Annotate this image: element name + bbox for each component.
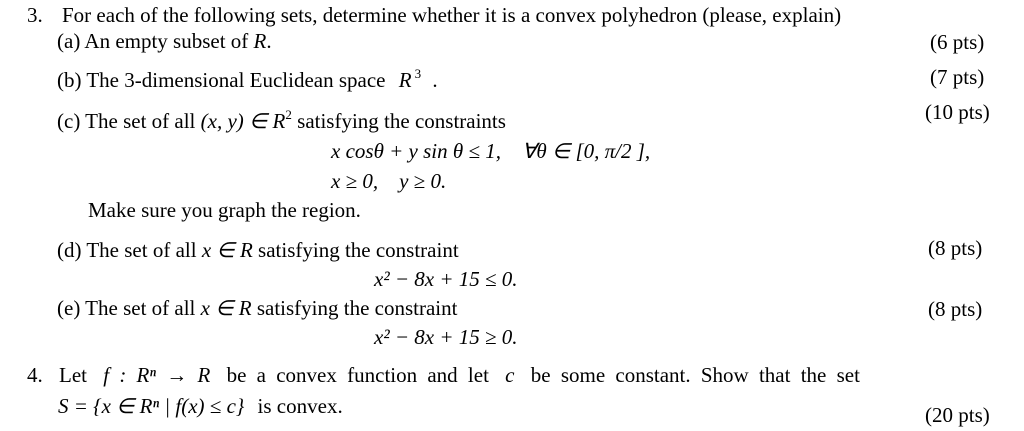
question-4-set-definition: S = {x ∈ Rⁿ | f(x) ≤ c}	[58, 394, 245, 418]
part-b-end: .	[432, 68, 438, 92]
part-a-set: R	[253, 29, 267, 53]
part-a-text: (a) An empty subset of	[57, 29, 249, 53]
question-4-number: 4.	[27, 363, 43, 387]
part-b-text: (b) The 3-dimensional Euclidean space	[57, 68, 386, 92]
question-4-constant: c	[505, 363, 515, 387]
part-c-constraint-1: x cosθ + y sin θ ≤ 1, ∀θ ∈ [0, π/2 ],	[331, 139, 651, 163]
part-c-constraint-2: x ≥ 0, y ≥ 0.	[331, 169, 447, 193]
part-d-constraint: x² − 8x + 15 ≤ 0.	[374, 267, 518, 291]
part-c-note: Make sure you graph the region.	[88, 198, 361, 222]
part-c-pair: (x, y) ∈ R	[200, 109, 286, 133]
part-e-points: (8 pts)	[928, 297, 983, 321]
part-b-points: (7 pts)	[930, 65, 985, 89]
question-3-number: 3.	[27, 3, 43, 27]
part-b-set: R	[398, 68, 412, 92]
part-d-var: x ∈ R	[201, 238, 253, 262]
part-c	[57, 108, 506, 132]
part-e-text-post: satisfying the constraint	[256, 296, 458, 320]
part-e-var: x ∈ R	[200, 296, 252, 320]
part-a	[57, 31, 272, 52]
part-d-points: (8 pts)	[928, 236, 983, 260]
part-e-text-pre: (e) The set of all	[57, 296, 196, 320]
part-e-constraint: x² − 8x + 15 ≥ 0.	[374, 325, 518, 349]
part-b	[57, 67, 438, 91]
question-3-text: For each of the following sets, determine whether it is a convex polyhedron (please, explain)	[62, 3, 842, 27]
part-c-exponent: 2	[285, 107, 292, 122]
question-4-let: Let	[59, 363, 87, 387]
question-4-points: (20 pts)	[925, 403, 990, 427]
part-c-text-pre: (c) The set of all	[57, 109, 196, 133]
question-4-line-1	[27, 365, 860, 386]
part-d	[57, 240, 459, 261]
part-a-end: .	[266, 29, 272, 53]
question-3-stem	[27, 5, 841, 26]
part-c-points: (10 pts)	[925, 100, 990, 124]
question-4-text-end: is convex.	[257, 394, 343, 418]
question-4-line-2	[58, 396, 343, 417]
part-c-text-post: satisfying the constraints	[297, 109, 506, 133]
question-4-function: f : Rⁿ → R	[103, 363, 211, 387]
part-d-text-pre: (d) The set of all	[57, 238, 197, 262]
part-a-points: (6 pts)	[930, 30, 985, 54]
question-4-text-b: be some constant. Show that the set	[530, 363, 860, 387]
part-e	[57, 298, 457, 319]
question-4-text-a: be a convex function and let	[226, 363, 489, 387]
part-b-exponent: 3	[414, 66, 422, 81]
part-d-text-post: satisfying the constraint	[258, 238, 459, 262]
